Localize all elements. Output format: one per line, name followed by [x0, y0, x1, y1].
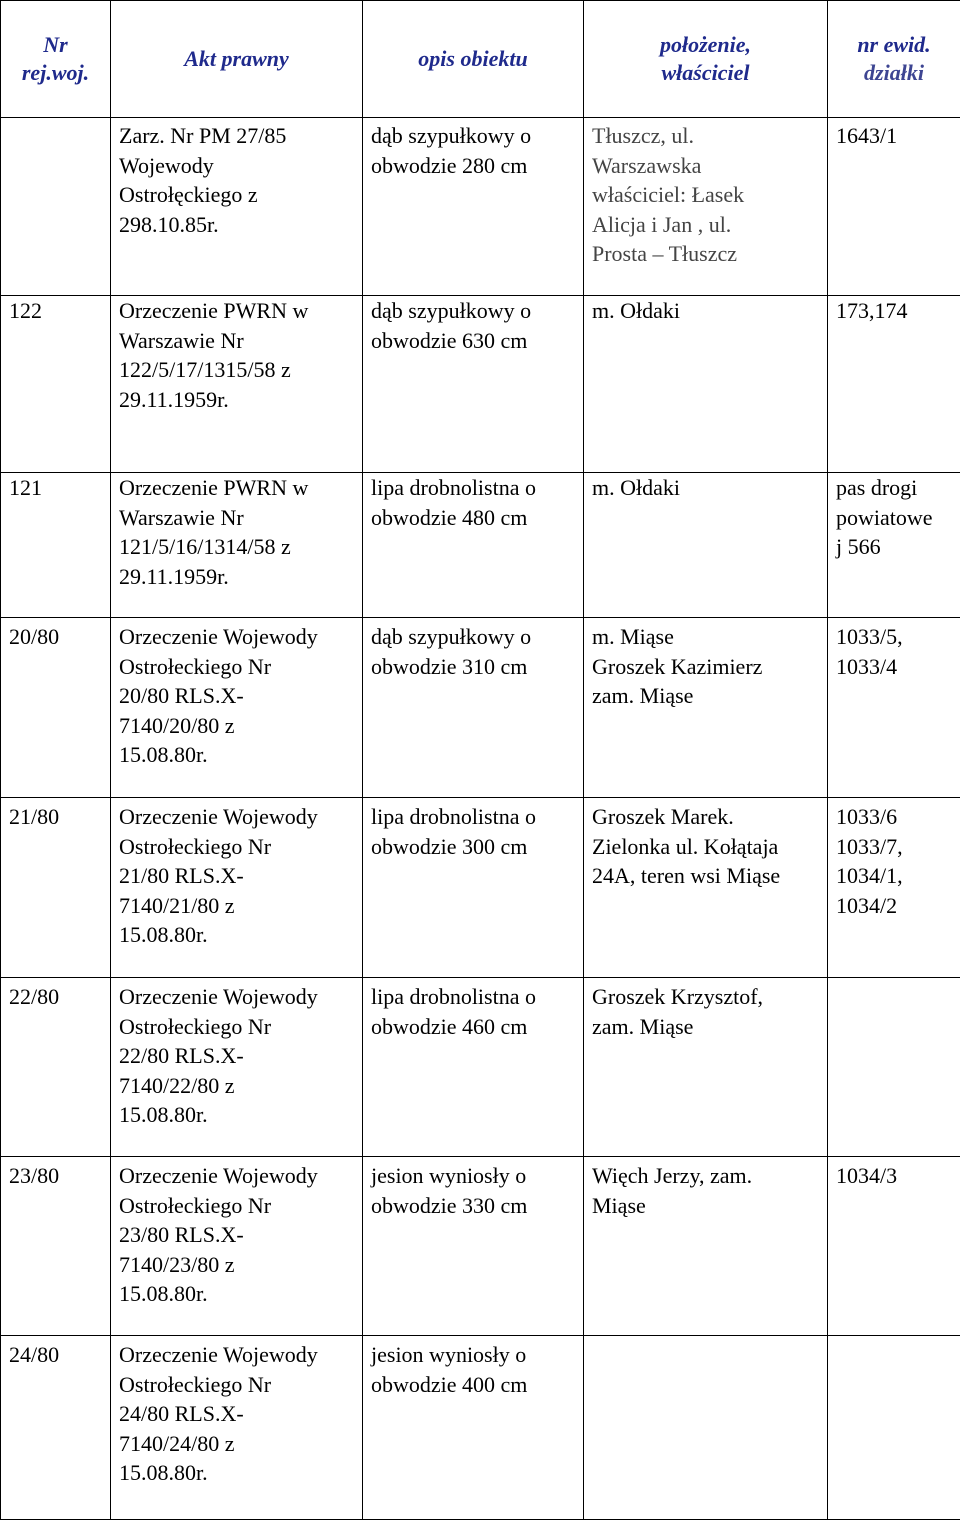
location-owner-cell: [584, 618, 828, 798]
legal-act-line: 15.08.80r.: [119, 1458, 358, 1488]
header-row: [1, 1, 960, 118]
location-owner-line: Miąse: [592, 1191, 823, 1221]
object-description-line: lipa drobnolistna o: [371, 982, 579, 1012]
object-description-line: lipa drobnolistna o: [371, 473, 579, 503]
object-description-cell: [363, 473, 584, 618]
header-plot-number: [828, 1, 960, 118]
location-owner-line: Groszek Krzysztof,: [592, 982, 823, 1012]
plot-number-line: 1034/2: [836, 891, 956, 921]
header-nr-line1: Nr: [3, 31, 108, 59]
location-owner-line: m. Miąse: [592, 622, 823, 652]
legal-act-line: Wojewody: [119, 151, 358, 181]
plot-number-line: 173,174: [836, 296, 956, 326]
plot-number-line: pas drogi: [836, 473, 956, 503]
table-row: [1, 118, 960, 296]
location-owner-line: Zielonka ul. Kołątaja: [592, 832, 823, 862]
legal-act-line: 21/80 RLS.X-: [119, 861, 358, 891]
location-owner-line: Prosta – Tłuszcz: [592, 239, 823, 269]
plot-number-line: 1033/6: [836, 802, 956, 832]
location-owner-cell: [584, 118, 828, 296]
location-owner-line: Groszek Marek.: [592, 802, 823, 832]
object-description-line: lipa drobnolistna o: [371, 802, 579, 832]
register-number-cell: [1, 618, 111, 798]
object-description-line: obwodzie 280 cm: [371, 151, 579, 181]
location-owner-line: Groszek Kazimierz: [592, 652, 823, 682]
object-description-cell: [363, 118, 584, 296]
location-owner-line: Więch Jerzy, zam.: [592, 1161, 823, 1191]
object-description-line: dąb szypułkowy o: [371, 296, 579, 326]
legal-act-line: 15.08.80r.: [119, 1279, 358, 1309]
legal-act-line: Ostrołeckiego Nr: [119, 1370, 358, 1400]
object-description-line: obwodzie 400 cm: [371, 1370, 579, 1400]
location-owner-cell: [584, 798, 828, 978]
legal-act-line: Orzeczenie Wojewody: [119, 622, 358, 652]
legal-act-cell: [111, 118, 363, 296]
table-row: [1, 798, 960, 978]
plot-number-cell: [828, 1336, 960, 1520]
location-owner-line: Warszawska: [592, 151, 823, 181]
table-row: [1, 1336, 960, 1520]
header-act-label: Akt prawny: [113, 45, 360, 73]
register-number-cell: [1, 1157, 111, 1336]
object-description-line: jesion wyniosły o: [371, 1340, 579, 1370]
legal-act-line: 7140/24/80 z: [119, 1429, 358, 1459]
legal-act-cell: [111, 978, 363, 1157]
register-number-cell: [1, 473, 111, 618]
location-owner-line: 24A, teren wsi Miąse: [592, 861, 823, 891]
plot-number-cell: [828, 978, 960, 1157]
legal-act-line: Warszawie Nr: [119, 326, 358, 356]
legal-act-cell: [111, 1336, 363, 1520]
object-description-cell: [363, 1336, 584, 1520]
object-description-cell: [363, 296, 584, 473]
location-owner-line: m. Ołdaki: [592, 473, 823, 503]
legal-act-line: Warszawie Nr: [119, 503, 358, 533]
legal-act-cell: [111, 296, 363, 473]
plot-number-line: 1033/5,: [836, 622, 956, 652]
legal-act-line: Orzeczenie Wojewody: [119, 1161, 358, 1191]
header-desc-label: opis obiektu: [365, 45, 581, 73]
register-number-text: 23/80: [9, 1161, 106, 1191]
plot-number-line: powiatowe: [836, 503, 956, 533]
header-register-number: [1, 1, 111, 118]
location-owner-line: Alicja i Jan , ul.: [592, 210, 823, 240]
legal-act-cell: [111, 618, 363, 798]
table-row: [1, 1157, 960, 1336]
register-number-text: 21/80: [9, 802, 106, 832]
legal-act-line: 7140/20/80 z: [119, 711, 358, 741]
register-number-text: 20/80: [9, 622, 106, 652]
legal-act-line: 23/80 RLS.X-: [119, 1220, 358, 1250]
header-object-description: [363, 1, 584, 118]
header-location-owner: [584, 1, 828, 118]
plot-number-line: 1034/1,: [836, 861, 956, 891]
legal-act-cell: [111, 798, 363, 978]
register-number-text: 122: [9, 296, 106, 326]
register-number-cell: [1, 296, 111, 473]
table-row: [1, 618, 960, 798]
legal-act-line: 7140/21/80 z: [119, 891, 358, 921]
legal-act-line: 7140/23/80 z: [119, 1250, 358, 1280]
legal-act-line: Orzeczenie PWRN w: [119, 473, 358, 503]
register-number-cell: [1, 118, 111, 296]
register-number-cell: [1, 798, 111, 978]
legal-act-line: Orzeczenie PWRN w: [119, 296, 358, 326]
legal-act-line: Orzeczenie Wojewody: [119, 802, 358, 832]
register-number-text: 24/80: [9, 1340, 106, 1370]
object-description-line: dąb szypułkowy o: [371, 121, 579, 151]
object-description-line: obwodzie 480 cm: [371, 503, 579, 533]
plot-number-cell: [828, 798, 960, 978]
location-owner-cell: [584, 978, 828, 1157]
object-description-line: obwodzie 460 cm: [371, 1012, 579, 1042]
location-owner-cell: [584, 296, 828, 473]
plot-number-cell: [828, 1157, 960, 1336]
register-number-text: 22/80: [9, 982, 106, 1012]
location-owner-cell: [584, 473, 828, 618]
legal-act-line: 15.08.80r.: [119, 920, 358, 950]
legal-act-line: 29.11.1959r.: [119, 385, 358, 415]
table-row: [1, 978, 960, 1157]
plot-number-cell: [828, 618, 960, 798]
legal-act-line: Orzeczenie Wojewody: [119, 982, 358, 1012]
table-row: [1, 296, 960, 473]
legal-act-cell: [111, 473, 363, 618]
header-legal-act: [111, 1, 363, 118]
location-owner-line: Tłuszcz, ul.: [592, 121, 823, 151]
object-description-line: dąb szypułkowy o: [371, 622, 579, 652]
register-number-cell: [1, 1336, 111, 1520]
location-owner-line: zam. Miąse: [592, 1012, 823, 1042]
location-owner-cell: [584, 1157, 828, 1336]
legal-act-line: 122/5/17/1315/58 z: [119, 355, 358, 385]
register-number-text: 121: [9, 473, 106, 503]
header-loc-line2: właściciel: [586, 59, 825, 87]
plot-number-line: 1034/3: [836, 1161, 956, 1191]
location-owner-line: m. Ołdaki: [592, 296, 823, 326]
plot-number-cell: [828, 473, 960, 618]
object-description-line: obwodzie 310 cm: [371, 652, 579, 682]
object-description-line: jesion wyniosły o: [371, 1161, 579, 1191]
legal-act-line: Ostrołeckiego Nr: [119, 1012, 358, 1042]
object-description-line: obwodzie 630 cm: [371, 326, 579, 356]
header-nr-line2: rej.woj.: [3, 59, 108, 87]
legal-act-line: Ostrołeckiego Nr: [119, 832, 358, 862]
legal-act-line: 298.10.85r.: [119, 210, 358, 240]
plot-number-line: 1643/1: [836, 121, 956, 151]
location-owner-line: zam. Miąse: [592, 681, 823, 711]
legal-act-line: Zarz. Nr PM 27/85: [119, 121, 358, 151]
legal-act-line: 121/5/16/1314/58 z: [119, 532, 358, 562]
object-description-cell: [363, 1157, 584, 1336]
location-owner-line: właściciel: Łasek: [592, 180, 823, 210]
location-owner-cell: [584, 1336, 828, 1520]
legal-act-line: 22/80 RLS.X-: [119, 1041, 358, 1071]
table-body: [1, 118, 960, 1520]
legal-act-line: 15.08.80r.: [119, 1100, 358, 1130]
table-row: [1, 473, 960, 618]
legal-act-line: Orzeczenie Wojewody: [119, 1340, 358, 1370]
plot-number-line: 1033/7,: [836, 832, 956, 862]
object-description-cell: [363, 798, 584, 978]
plot-number-cell: [828, 118, 960, 296]
legal-act-cell: [111, 1157, 363, 1336]
header-loc-line1: położenie,: [586, 31, 825, 59]
object-description-line: obwodzie 300 cm: [371, 832, 579, 862]
plot-number-line: j 566: [836, 532, 956, 562]
header-plot-line2: działki: [830, 59, 958, 87]
object-description-line: obwodzie 330 cm: [371, 1191, 579, 1221]
plot-number-line: 1033/4: [836, 652, 956, 682]
legal-act-line: Ostrołeckiego Nr: [119, 1191, 358, 1221]
object-description-cell: [363, 978, 584, 1157]
header-plot-line1: nr ewid.: [830, 31, 958, 59]
legal-act-line: 15.08.80r.: [119, 740, 358, 770]
legal-act-line: Ostrołęckiego z: [119, 180, 358, 210]
object-description-cell: [363, 618, 584, 798]
plot-number-cell: [828, 296, 960, 473]
legal-act-line: 24/80 RLS.X-: [119, 1399, 358, 1429]
legal-act-line: 29.11.1959r.: [119, 562, 358, 592]
legal-act-line: Ostrołeckiego Nr: [119, 652, 358, 682]
register-number-cell: [1, 978, 111, 1157]
legal-act-line: 7140/22/80 z: [119, 1071, 358, 1101]
legal-act-line: 20/80 RLS.X-: [119, 681, 358, 711]
